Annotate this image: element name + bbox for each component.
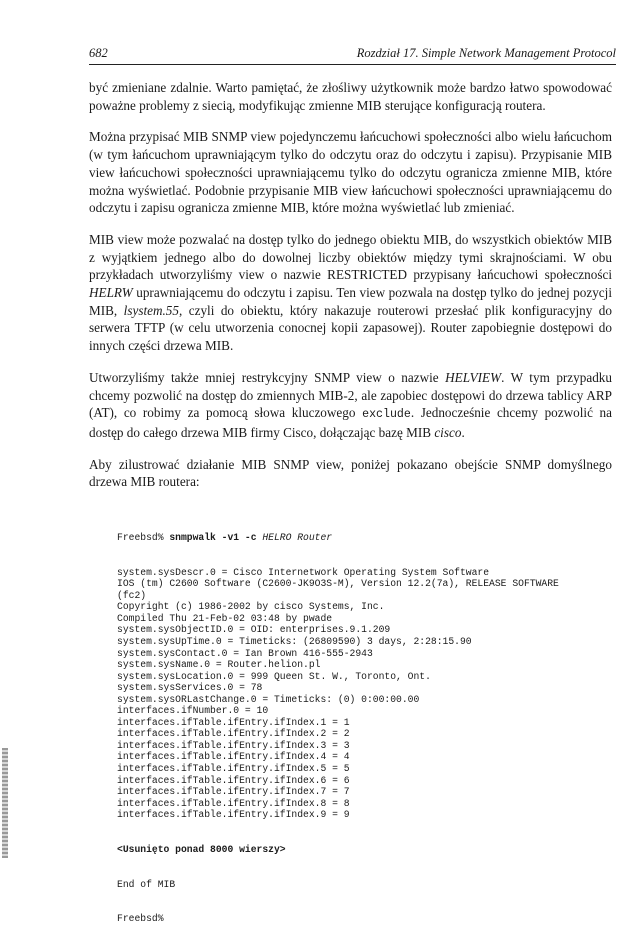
keyword-exclude: exclude	[362, 408, 411, 422]
code-output-line: interfaces.ifTable.ifEntry.ifIndex.9 = 9	[117, 809, 350, 821]
code-output-line: system.sysServices.0 = 78	[117, 682, 263, 694]
community-argument: HELRO Router	[262, 532, 333, 544]
body-text	[89, 79, 612, 501]
scan-binding-edge	[2, 748, 8, 858]
paragraph-4-text: .	[461, 424, 465, 440]
paragraph-3-text: MIB view może pozwalać na dostęp tylko do jednego obiektu MIB, do wszystkich obiektów MIB z wyjątkiem jednego albo do dowolnej liczby obiektów między tymi skrajnościami. W obu przykładach utworzyliśmy view o nazwie RESTRICTED przypisany łańcuchowi społeczności	[89, 231, 612, 283]
view-helview: HELVIEW	[445, 369, 502, 385]
code-output-line: system.sysLocation.0 = 999 Queen St. W., Toronto, Ont.	[117, 670, 431, 682]
code-output-line: interfaces.ifNumber.0 = 10	[117, 705, 269, 717]
mib-cisco: cisco	[434, 424, 462, 440]
code-output-line: interfaces.ifTable.ifEntry.ifIndex.1 = 1	[117, 716, 350, 728]
paragraph-4-text: Utworzyliśmy także mniej restrykcyjny SNMP view o nazwie	[89, 369, 446, 385]
code-listing	[117, 509, 612, 948]
code-output-line: Copyright (c) 1986-2002 by cisco Systems, Inc.	[117, 601, 385, 613]
code-output-line: interfaces.ifTable.ifEntry.ifIndex.2 = 2	[117, 728, 350, 740]
code-output-line: system.sysObjectID.0 = OID: enterprises.9.1.209	[117, 624, 391, 636]
shell-prompt: Freebsd%	[117, 532, 170, 544]
running-header	[89, 46, 616, 65]
code-output-line: interfaces.ifTable.ifEntry.ifIndex.5 = 5	[117, 763, 350, 775]
paragraph-2: Można przypisać MIB SNMP view pojedynczemu łańcuchowi społeczności albo wielu łańcuchom (w tym łańcuchom uprawniającym tylko do odczytu oraz do odczytu i zapisu). Przypisanie MIB view łańcuchowi społeczności uprawniającemu tylko do odczytu ogranicza zmienne MIB, które można wyświetlać. Podobnie przypisanie MIB view łańcuchowi społeczności uprawniającemu do odczytu i zapisu ogranicza zmienne MIB, które można wyświetlać lub zmieniać.	[89, 129, 612, 216]
paragraph-3-text: uprawniającemu do odczytu i zapisu. Ten view pozwala na dostęp tylko do jednej pozycji MIB,	[89, 285, 612, 318]
community-helrw: HELRW	[89, 285, 133, 301]
code-output-line: system.sysName.0 = Router.helion.pl	[117, 659, 321, 671]
code-output-line: interfaces.ifTable.ifEntry.ifIndex.8 = 8	[117, 797, 350, 809]
code-output-line: interfaces.ifTable.ifEntry.ifIndex.7 = 7	[117, 786, 350, 798]
code-output-line: interfaces.ifTable.ifEntry.ifIndex.4 = 4	[117, 751, 350, 763]
code-output	[117, 567, 612, 821]
code-output-line: Compiled Thu 21-Feb-02 03:48 by pwade	[117, 612, 333, 624]
final-prompt: Freebsd%	[117, 913, 164, 925]
code-command-line	[117, 532, 612, 544]
code-output-line: system.sysORLastChange.0 = Timeticks: (0) 0:00:00.00	[117, 693, 420, 705]
paragraph-3	[89, 231, 612, 355]
code-output-line: system.sysDescr.0 = Cisco Internetwork Operating System Software	[117, 566, 490, 578]
mib-object-name: lsystem.55	[123, 302, 179, 318]
paragraph-1: być zmieniane zdalnie. Warto pamiętać, że złośliwy użytkownik może bardzo łatwo spowodować poważne problemy z siecią, modyfikując zmienne MIB sterujące konfiguracją routera.	[89, 80, 612, 113]
paragraph-4	[89, 369, 612, 442]
removed-lines-note: <Usunięto ponad 8000 wierszy>	[117, 843, 286, 855]
paragraph-3-text: , czyli do obiektu, który nakazuje routerowi przesłać plik konfiguracyjny do serwera TFTP (w celu utworzenia conocnej kopii zapasowej). Router zapobiegnie dostępowi do innych części drzewa MIB.	[89, 302, 612, 354]
paragraph-4-text: . W tym przypadku chcemy pozwolić na dostęp do zmiennych MIB-2, ale zapobiec dostępowi do drzewa tablicy ARP (AT), co robimy za pomocą słowa kluczowego	[89, 369, 612, 421]
code-output-line: IOS (tm) C2600 Software (C2600-JK9O3S-M), Version 12.2(7a), RELEASE SOFTWARE	[117, 578, 559, 590]
end-of-mib-line: End of MIB	[117, 878, 176, 890]
page-number: 682	[89, 46, 108, 60]
code-output-line: (fc2)	[117, 589, 147, 601]
paragraph-4-text: . Jednocześnie chcemy pozwolić na dostęp do całego drzewa MIB firmy Cisco, dołączając bazę MIB	[89, 405, 612, 440]
paragraph-5: Aby zilustrować działanie MIB SNMP view, poniżej pokazano obejście SNMP domyślnego drzewa MIB routera:	[89, 456, 612, 490]
snmpwalk-command: snmpwalk -v1 -c	[169, 532, 263, 544]
code-output-line: system.sysContact.0 = Ian Brown 416-555-2943	[117, 647, 373, 659]
code-output-line: system.sysUpTime.0 = Timeticks: (26809590) 3 days, 2:28:15.90	[117, 636, 472, 648]
code-output-line: interfaces.ifTable.ifEntry.ifIndex.3 = 3	[117, 739, 350, 751]
code-output-line: interfaces.ifTable.ifEntry.ifIndex.6 = 6	[117, 774, 350, 786]
chapter-title: Rozdział 17. Simple Network Management Protocol	[356, 46, 616, 60]
